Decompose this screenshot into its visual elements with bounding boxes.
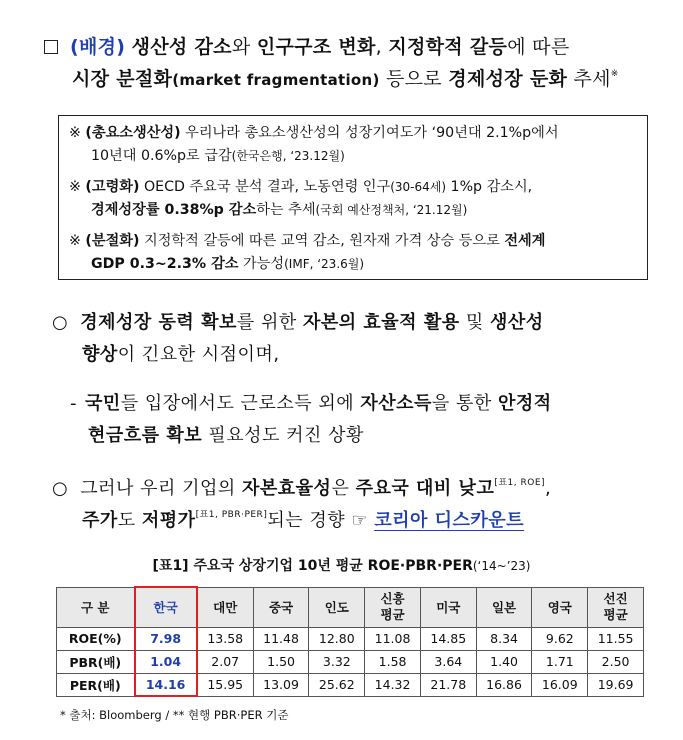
table-row-roe: [57, 627, 644, 650]
table-cell: 11.55: [588, 627, 644, 650]
para1-line-1: ○ 경제성장 동력 확보를 위한 자본의 효율적 활용 및 생산성: [52, 312, 544, 333]
note-tfp-line-1: ※ (총요소생산성) 우리나라 총요소생산성의 성장기여도가 ‘90년대 2.1%p에서: [69, 125, 559, 141]
table-cell: 2.50: [588, 650, 644, 673]
table-cell: 11.08: [365, 627, 421, 650]
table-cell: 13.58: [197, 627, 253, 650]
table-cell: 1.40: [476, 650, 532, 673]
note-aging-line-2: 경제성장률 0.38%p 감소하는 추세(국회 예산정책처, ‘21.12월): [91, 202, 468, 218]
table-cell: 21.78: [420, 673, 476, 696]
table-cell: 16.86: [476, 673, 532, 696]
table-cell-korea: 7.98: [135, 627, 197, 650]
table-cell: 19.69: [588, 673, 644, 696]
para1-line-2: 향상이 긴요한 시점이며,: [82, 344, 280, 365]
table-cell: 25.62: [309, 673, 365, 696]
table-cell: 12.80: [309, 627, 365, 650]
note-fragmentation-line-2: GDP 0.3~2.3% 감소 가능성(IMF, ‘23.6월): [91, 256, 365, 272]
table-cell: 11.48: [253, 627, 309, 650]
table-header-cell: 미국: [420, 587, 476, 627]
table-cell: 16.09: [532, 673, 588, 696]
table-cell: 14.85: [420, 627, 476, 650]
note-fragmentation-line-1: ※ (분절화) 지정학적 갈등에 따른 교역 감소, 원자재 가격 상승 등으로 전세계: [69, 233, 546, 249]
para2-line-2: 현금흐름 확보 필요성도 커진 상황: [88, 425, 364, 446]
bullet-circle: ○: [52, 478, 69, 499]
para2-line-1: - 국민들 입장에서도 근로소득 외에 자산소득을 통한 안정적: [70, 393, 552, 414]
table-cell: 3.64: [420, 650, 476, 673]
table-row-pbr: [57, 650, 644, 673]
heading-footnote-mark: ※: [610, 68, 619, 79]
table-header-cell: 대만: [197, 587, 253, 627]
table-header-korea: 한국: [135, 587, 197, 627]
bullet-circle: ○: [52, 312, 69, 333]
table-cell: 3.32: [309, 650, 365, 673]
heading-line-2: 시장 분절화(market fragmentation) 등으로 경제성장 둔화 추세※: [72, 68, 619, 90]
table-row-label: PBR(배): [57, 650, 135, 673]
note-box: [58, 115, 648, 280]
table-cell-korea: 1.04: [135, 650, 197, 673]
table-cell: 1.50: [253, 650, 309, 673]
table-header-cell: 구 분: [57, 587, 135, 627]
note-tfp-line-2: 10년대 0.6%p로 급감(한국은행, ‘23.12월): [91, 148, 345, 164]
table-row-label: PER(배): [57, 673, 135, 696]
note-aging-line-1: ※ (고령화) OECD 주요국 분석 결과, 노동연령 인구(30-64세) 1%p 감소시,: [69, 179, 533, 195]
pointing-hand-icon: ☞: [351, 510, 375, 531]
table-cell: 8.34: [476, 627, 532, 650]
table-cell: 1.71: [532, 650, 588, 673]
table-header-row: [57, 587, 644, 627]
table-title: [표1] 주요국 상장기업 10년 평균 ROE·PBR·PER(‘14~’23): [152, 558, 531, 574]
table-cell: 13.09: [253, 673, 309, 696]
table-header-cell: 일본: [476, 587, 532, 627]
table-header-cell: 신흥 평균: [365, 587, 421, 627]
valuation-table: [56, 586, 644, 697]
checkbox-icon: [44, 40, 58, 54]
table-row-label: ROE(%): [57, 627, 135, 650]
korea-discount-link[interactable]: 코리아 디스카운트: [374, 510, 525, 531]
para3-line-2: 주가도 저평가[표1, PBR·PER]되는 경향 ☞ 코리아 디스카운트: [82, 510, 525, 531]
table-header-cell: 중국: [253, 587, 309, 627]
table-cell: 9.62: [532, 627, 588, 650]
table-header-cell: 선진 평균: [588, 587, 644, 627]
table-header-cell: 인도: [309, 587, 365, 627]
table-cell: 15.95: [197, 673, 253, 696]
table-cell: 1.58: [365, 650, 421, 673]
table-cell: 14.32: [365, 673, 421, 696]
table-cell: 2.07: [197, 650, 253, 673]
heading-box-label: (배경): [70, 36, 126, 58]
table-header-cell: 영국: [532, 587, 588, 627]
heading-line-1: (배경) 생산성 감소와 인구구조 변화, 지정학적 갈등에 따른: [44, 32, 570, 59]
table-row-per: [57, 673, 644, 696]
table-cell-korea: 14.16: [135, 673, 197, 696]
para3-line-1: ○ 그러나 우리 기업의 자본효율성은 주요국 대비 낮고[표1, ROE],: [52, 478, 552, 499]
bullet-dash: -: [70, 393, 77, 414]
table-source-note: * 출처: Bloomberg / ** 현행 PBR·PER 기준: [60, 708, 289, 722]
